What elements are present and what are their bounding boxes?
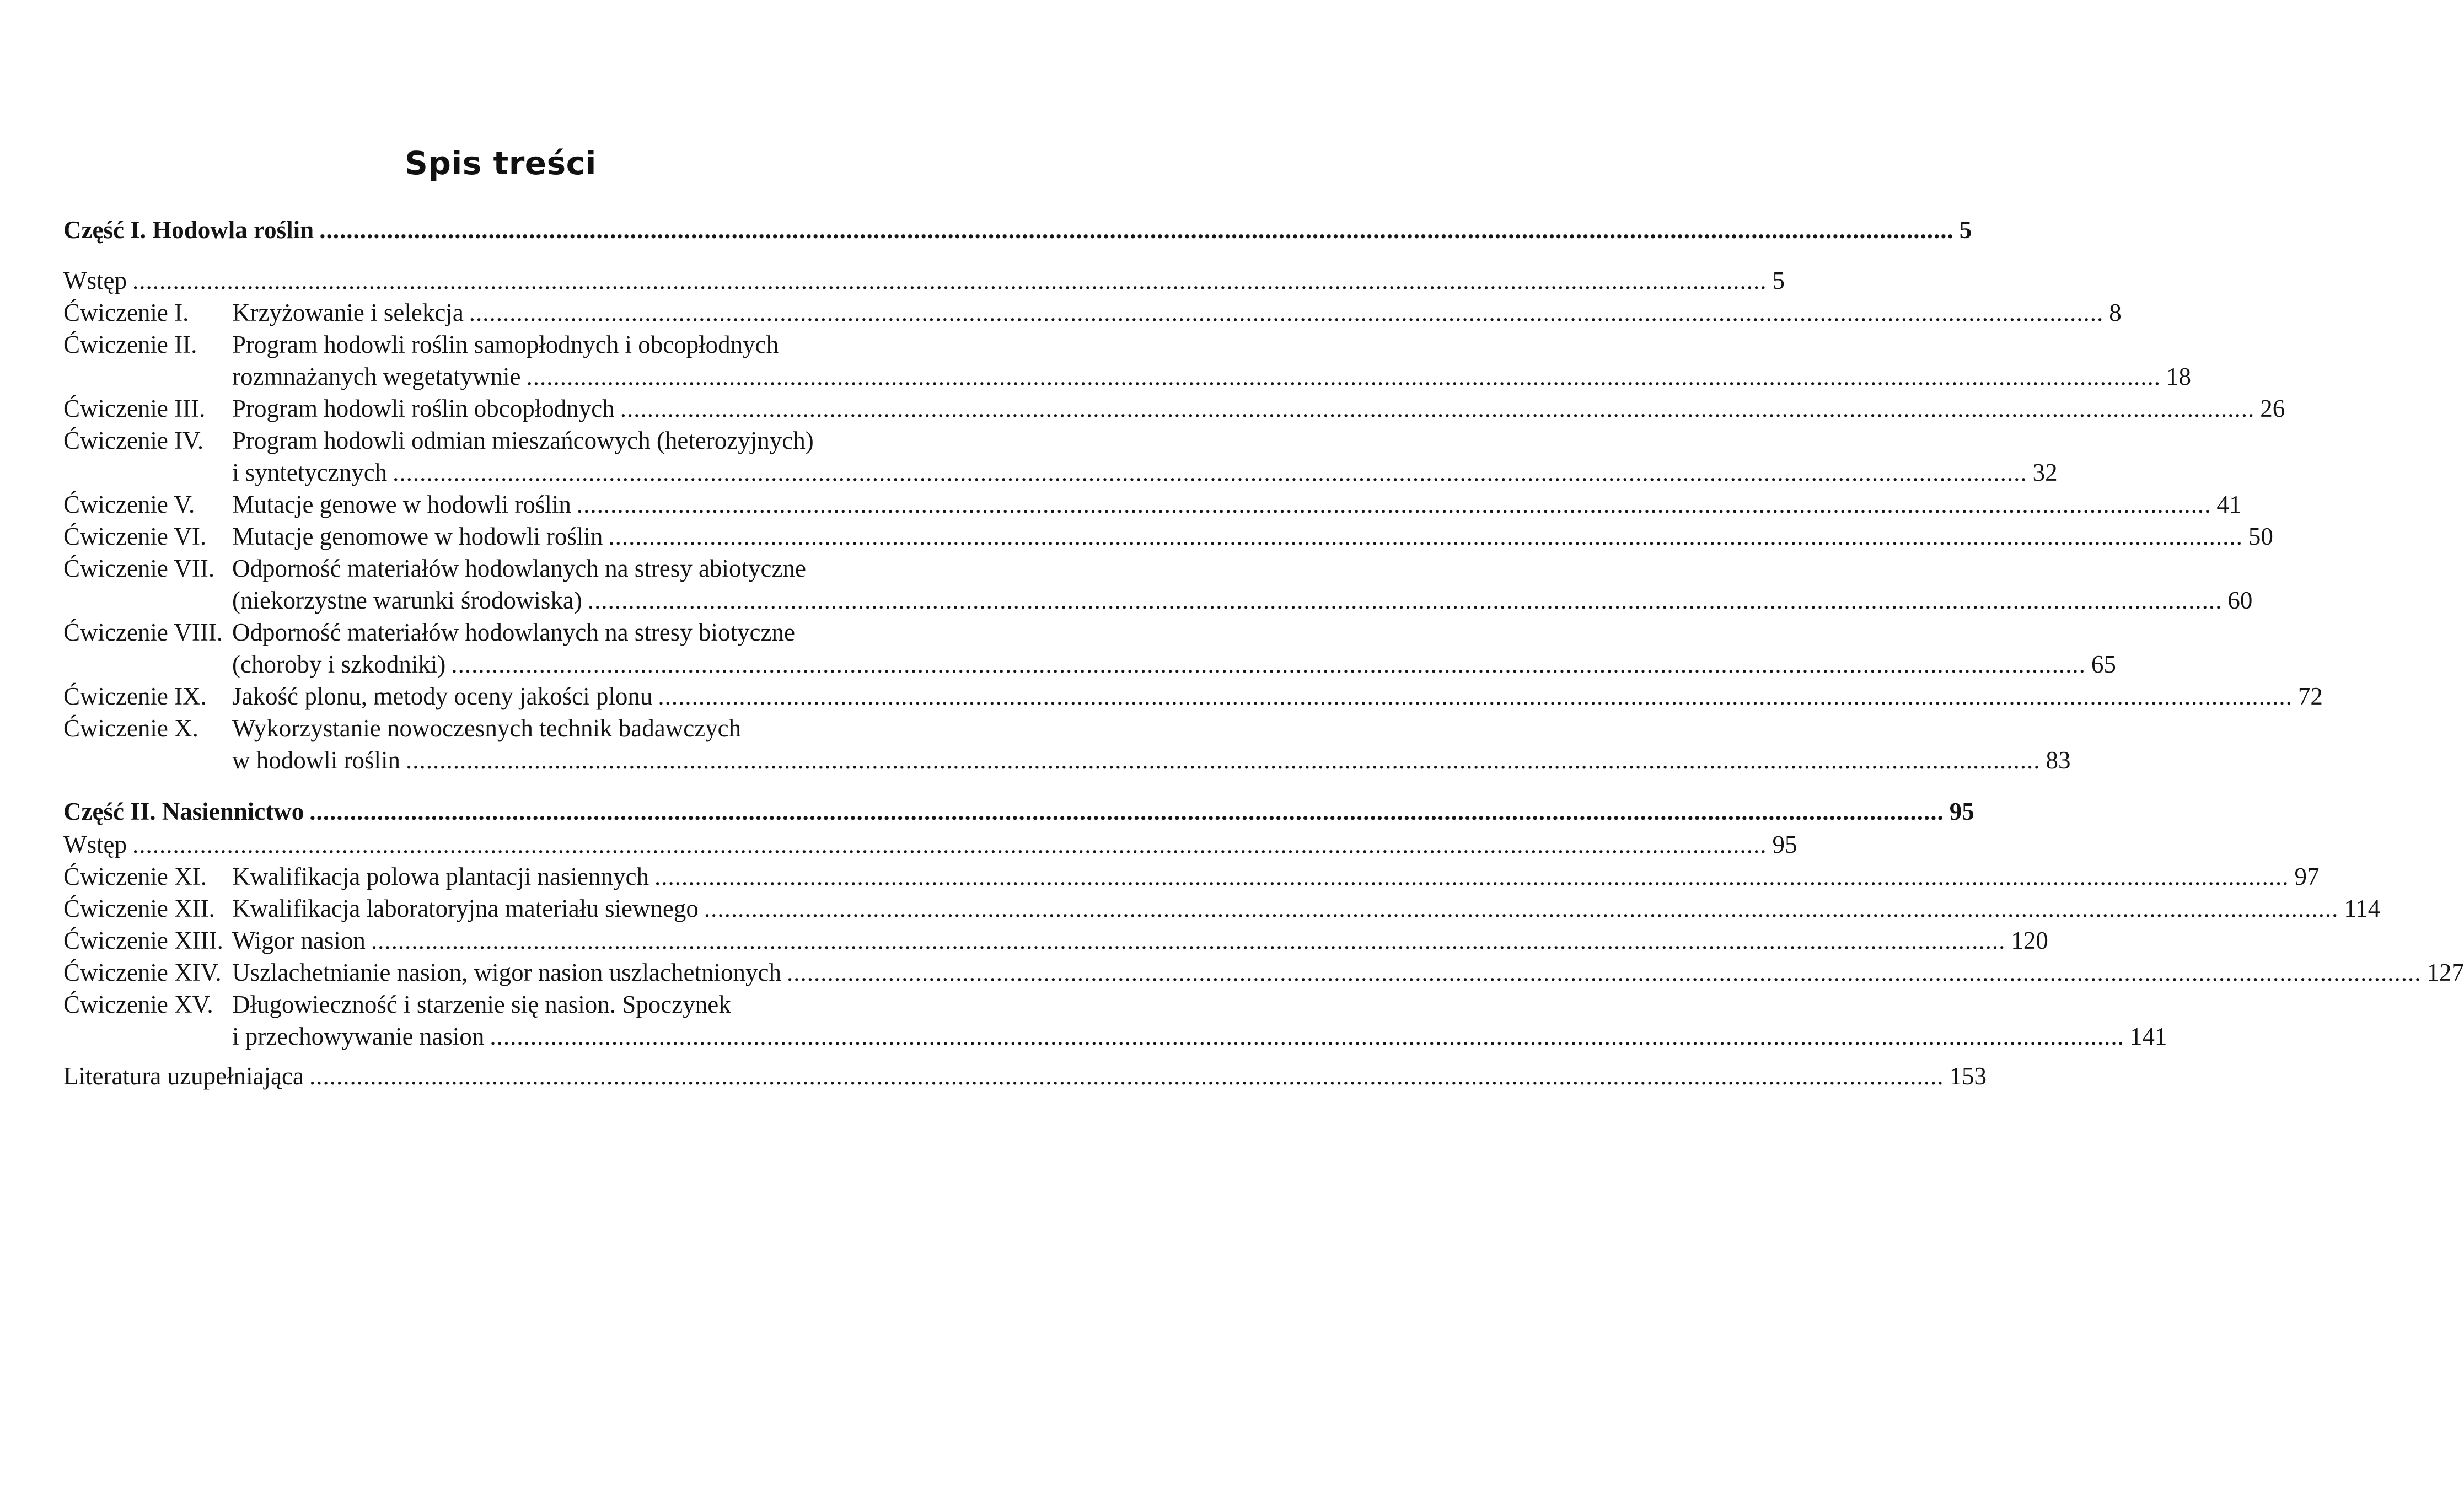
entry-label: Ćwiczenie VI. — [63, 523, 207, 550]
page-number: 95 — [1949, 798, 1974, 825]
entry-title: Program hodowli roślin samopłodnych i obcopłodnych — [232, 331, 779, 358]
dot-leader — [132, 265, 1767, 297]
dot-leader — [309, 795, 1944, 827]
entry-title-cont: rozmnażanych wegetatywnie — [232, 363, 521, 390]
page-number: 5 — [1959, 216, 1972, 244]
toc-entry — [63, 297, 2122, 329]
toc-entry — [63, 552, 890, 584]
dot-leader — [527, 361, 2161, 393]
entry-title-cont: i przechowywanie nasion — [232, 1023, 485, 1050]
toc-entry-continuation — [63, 744, 2071, 776]
toc-entry — [63, 393, 2285, 424]
entry-label: Ćwiczenie XV. — [63, 991, 213, 1018]
page-title: Spis treści — [405, 144, 597, 182]
entry-title: Kwalifikacja laboratoryjna materiału siewnego — [232, 895, 699, 922]
toc-entry-continuation — [63, 1020, 2167, 1052]
entry-label: Ćwiczenie XIII. — [63, 927, 223, 954]
toc-entry-continuation — [63, 584, 2253, 616]
entry-label: Ćwiczenie II. — [63, 331, 197, 358]
dot-leader — [787, 956, 2422, 988]
entry-title: Wykorzystanie nowoczesnych technik badawczych — [232, 714, 742, 742]
entry-label: Ćwiczenie X. — [63, 714, 198, 742]
page-number: 8 — [2109, 299, 2122, 326]
dot-leader — [577, 488, 2211, 520]
page-number: 95 — [1772, 831, 1797, 858]
entry-label: Ćwiczenie XII. — [63, 895, 215, 922]
toc-entry — [63, 893, 2381, 924]
entry-label: Literatura uzupełniająca — [63, 1062, 304, 1090]
entry-label: Ćwiczenie IV. — [63, 427, 204, 454]
dot-leader — [704, 893, 2339, 924]
entry-title-cont: (choroby i szkodniki) — [232, 650, 446, 678]
toc-entry — [63, 329, 890, 361]
toc-entry — [63, 1060, 1987, 1092]
dot-leader — [309, 1060, 1944, 1092]
page-number: 5 — [1772, 267, 1785, 294]
dot-leader — [393, 456, 2027, 488]
toc-entry-continuation — [63, 361, 2191, 393]
toc-entry — [63, 265, 1785, 297]
dot-leader — [654, 861, 2289, 893]
part-heading-text: Część I. Hodowla roślin — [63, 216, 314, 244]
dot-leader — [620, 393, 2255, 424]
entry-title: Odporność materiałów hodowlanych na stresy abiotyczne — [232, 555, 806, 582]
dot-leader — [490, 1020, 2124, 1052]
entry-title-cont: (niekorzystne warunki środowiska) — [232, 587, 582, 614]
entry-label: Ćwiczenie XI. — [63, 863, 207, 890]
page-number: 97 — [2294, 863, 2320, 890]
entry-label: Wstęp — [63, 831, 127, 858]
page-number: 26 — [2260, 395, 2285, 422]
entry-label: Wstęp — [63, 267, 127, 294]
page-number: 83 — [2046, 746, 2071, 774]
dot-leader — [319, 214, 1954, 246]
toc-entry — [63, 616, 890, 648]
toc-entry — [63, 680, 2323, 712]
toc-entry — [63, 988, 890, 1020]
page-number: 60 — [2227, 587, 2253, 614]
dot-leader — [132, 829, 1767, 861]
toc-entry — [63, 520, 2273, 552]
dot-leader — [406, 744, 2041, 776]
toc-entry — [63, 924, 2048, 956]
dot-leader — [658, 680, 2293, 712]
toc-entry-continuation — [63, 648, 2116, 680]
entry-title: Jakość plonu, metody oceny jakości plonu — [232, 682, 653, 710]
page-number: 50 — [2248, 523, 2273, 550]
entry-title: Program hodowli roślin obcopłodnych — [232, 395, 615, 422]
toc-entry — [63, 829, 1797, 861]
entry-label: Ćwiczenie VII. — [63, 555, 215, 582]
page-number: 141 — [2129, 1023, 2167, 1050]
page-number: 32 — [2032, 459, 2058, 486]
entry-title: Kwalifikacja polowa plantacji nasiennych — [232, 863, 649, 890]
entry-title: Odporność materiałów hodowlanych na stresy biotyczne — [232, 619, 795, 646]
entry-title: Mutacje genowe w hodowli roślin — [232, 491, 571, 518]
part-heading-text: Część II. Nasiennictwo — [63, 798, 304, 825]
entry-title-cont: w hodowli roślin — [232, 746, 401, 774]
entry-title: Długowieczność i starzenie się nasion. Spoczynek — [232, 991, 731, 1018]
page-number: 127 — [2427, 959, 2464, 986]
toc-entry — [63, 712, 890, 744]
entry-label: Ćwiczenie IX. — [63, 682, 207, 710]
entry-title: Krzyżowanie i selekcja — [232, 299, 464, 326]
page-number: 65 — [2091, 650, 2116, 678]
dot-leader — [469, 297, 2104, 329]
page-number: 114 — [2344, 895, 2381, 922]
toc-entry — [63, 956, 2464, 988]
entry-title-cont: i syntetycznych — [232, 459, 388, 486]
entry-title: Mutacje genomowe w hodowli roślin — [232, 523, 603, 550]
entry-title: Uszlachetnianie nasion, wigor nasion uszlachetnionych — [232, 959, 781, 986]
dot-leader — [588, 584, 2223, 616]
toc-part-heading — [63, 214, 1972, 246]
page-number: 153 — [1949, 1062, 1987, 1090]
page-number: 41 — [2216, 491, 2242, 518]
dot-leader — [608, 520, 2243, 552]
entry-label: Ćwiczenie I. — [63, 299, 189, 326]
page-number: 72 — [2297, 682, 2323, 710]
entry-label: Ćwiczenie XIV. — [63, 959, 222, 986]
toc-entry — [63, 861, 2320, 893]
page-number: 120 — [2011, 927, 2048, 954]
entry-title: Program hodowli odmian mieszańcowych (heterozyjnych) — [232, 427, 814, 454]
toc-entry — [63, 424, 890, 456]
toc-entry-continuation — [63, 456, 2058, 488]
toc-part-heading — [63, 795, 1974, 827]
page-number: 18 — [2166, 363, 2191, 390]
toc-entry — [63, 488, 2242, 520]
entry-label: Ćwiczenie V. — [63, 491, 195, 518]
entry-label: Ćwiczenie VIII. — [63, 619, 223, 646]
dot-leader — [451, 648, 2086, 680]
dot-leader — [371, 924, 2006, 956]
entry-label: Ćwiczenie III. — [63, 395, 206, 422]
entry-title: Wigor nasion — [232, 927, 366, 954]
